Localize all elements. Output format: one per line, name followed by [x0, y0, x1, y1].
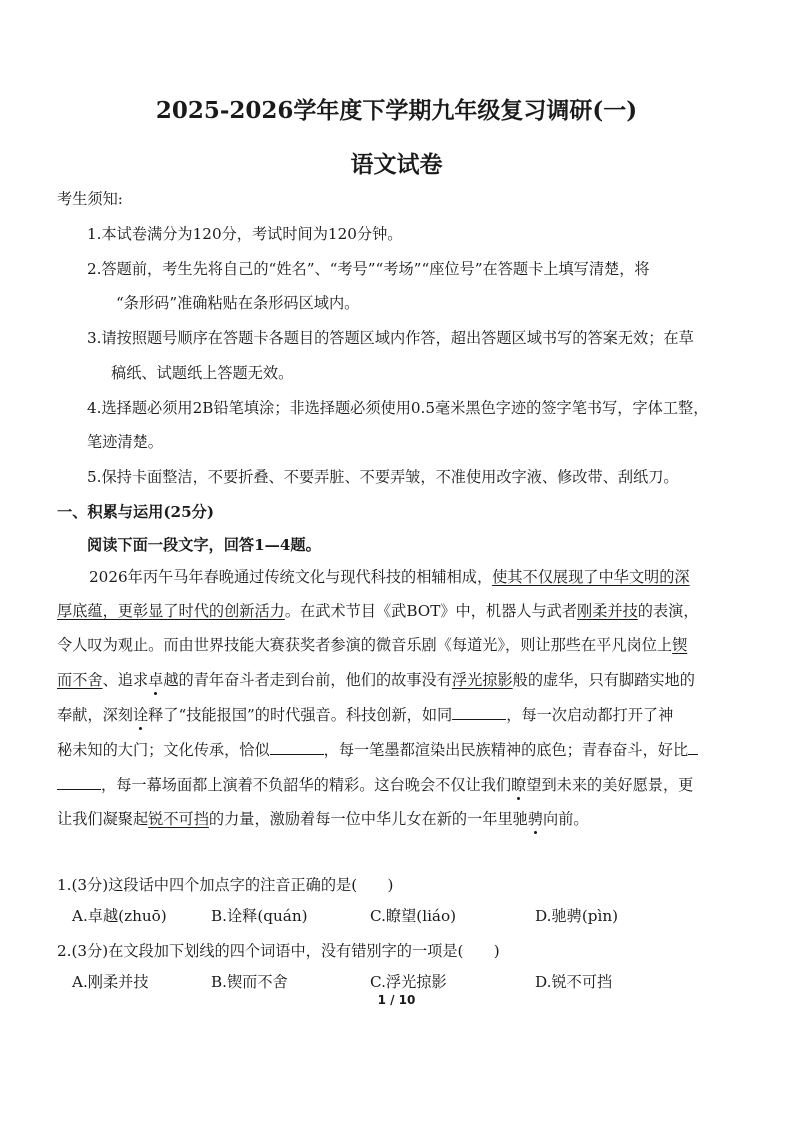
passage-line: 厚底蕴，更彰显了时代的创新活力。在武术节目《武BOT》中，机器人与武者刚柔并技的表演，: [57, 602, 699, 620]
dotted-char-liao: 瞭: [511, 776, 527, 794]
notice-item-3: 3.请按照题号顺序在答题卡各题目的答题区域内作答，超出答题区域书写的答案无效；在草: [87, 329, 694, 347]
notice-item-3-cont: 稿纸、试题纸上答题无效。: [111, 364, 294, 382]
passage-line: 令人叹为观止。而由世界技能大赛获奖者参演的微音乐剧《每道光》，则让那些在平凡岗位上锲: [57, 636, 688, 654]
notice-item-2-cont: “条形码”准确粘贴在条形码区域内。: [116, 294, 360, 312]
question-2-option-c[interactable]: C.浮光掠影: [370, 973, 447, 991]
passage-line: 让我们凝聚起锐不可挡的力量，激励着每一位中华儿女在新的一年里驰骋向前。: [57, 810, 589, 828]
passage-line: 奉献，深刻诠释了“技能报国”的时代强音。科技创新，如同 ，每一次启动都打开了神: [57, 706, 674, 724]
page-subtitle: 语文试卷: [350, 151, 443, 178]
notice-item-2: 2.答题前，考生先将自己的“姓名”、“考号”“考场”“座位号”在答题卡上填写清楚，将: [87, 260, 650, 278]
reading-instruction: 阅读下面一段文字，回答1—4题。: [87, 536, 321, 554]
underlined-sentence: 厚底蕴，更彰显了时代的创新活力: [57, 602, 285, 620]
fill-blank-2[interactable]: [270, 740, 324, 755]
underlined-sentence: 使其不仅展现了中华文明的深: [492, 568, 690, 586]
question-2-option-a[interactable]: A.刚柔并技: [72, 973, 149, 991]
notice-heading: 考生须知:: [57, 190, 123, 208]
page-title: 2025-2026学年度下学期九年级复习调研(一): [155, 97, 638, 124]
notice-item-4: 4.选择题必须用2B铅笔填涂；非选择题必须使用0.5毫米黑色字迹的签字笔书写，字体工整，: [87, 399, 709, 417]
question-2-stem: 2.(3分)在文段加下划线的四个词语中，没有错别字的一项是( ): [57, 942, 500, 960]
section-heading: 一、积累与运用(25分): [57, 503, 215, 521]
notice-item-1: 1.本试卷满分为120分，考试时间为120分钟。: [87, 225, 403, 243]
passage-line: 秘未知的大门；文化传承，恰似 ，每一笔墨都渲染出民族精神的底色；青春奋斗，好比: [57, 740, 698, 760]
question-1-option-b[interactable]: B.诠释(quán): [211, 907, 308, 925]
passage-line: 2026年丙午马年春晚通过传统文化与现代科技的相辅相成，使其不仅展现了中华文明的深: [89, 568, 690, 586]
passage-line: 而不舍、追求卓越的青年奋斗者走到台前，他们的故事没有浮光掠影般的虚华，只有脚踏实地的: [57, 671, 695, 689]
underlined-word-qieerbushe: 而不舍: [57, 671, 103, 689]
underlined-word-fuguang: 浮光掠影: [451, 671, 513, 689]
notice-item-5: 5.保持卡面整洁，不要折叠、不要弄脏、不要弄皱，不准使用改字液、修改带、刮纸刀。: [87, 468, 679, 486]
notice-item-4-cont: 笔迹清楚。: [87, 433, 163, 451]
question-1-option-d[interactable]: D.驰骋(pìn): [535, 907, 619, 925]
fill-blank-3-cont[interactable]: [57, 775, 101, 790]
underlined-word-qie: 锲: [672, 636, 688, 654]
passage-line: ，每一幕场面都上演着不负韶华的精彩。这台晚会不仅让我们瞭望到未来的美好愿景，更: [57, 775, 693, 795]
underlined-word-gangrou: 刚柔并技: [577, 602, 638, 620]
dotted-char-cheng: 骋: [527, 810, 543, 828]
page-number: 1 / 10: [377, 993, 416, 1007]
question-1-option-a[interactable]: A.卓越(zhuō): [72, 907, 167, 925]
fill-blank-1[interactable]: [452, 705, 506, 720]
question-1-stem: 1.(3分)这段话中四个加点字的注音正确的是( ): [57, 876, 394, 894]
dotted-char-quan: 诠: [132, 706, 149, 724]
underlined-word-ruibu: 锐不可挡: [148, 810, 209, 828]
question-2-option-d[interactable]: D.锐不可挡: [535, 973, 613, 991]
question-2-option-b[interactable]: B.锲而不舍: [211, 973, 288, 991]
dotted-char-zhuo: 卓: [148, 671, 164, 689]
fill-blank-3[interactable]: [688, 740, 698, 755]
question-1-option-c[interactable]: C.瞭望(liáo): [370, 907, 457, 925]
